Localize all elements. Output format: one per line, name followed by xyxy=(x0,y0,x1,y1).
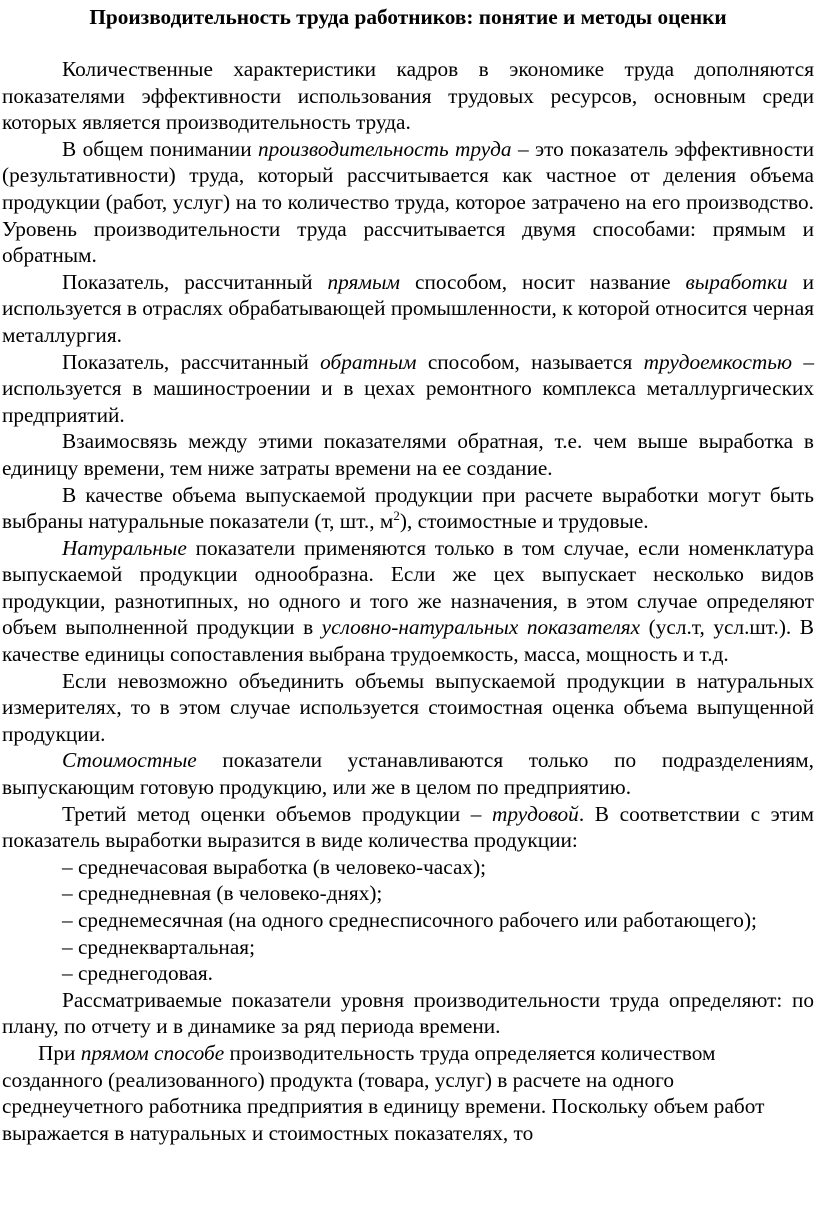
list-item: – среднегодовая. xyxy=(62,961,214,986)
text-span: Показатель, рассчитанный xyxy=(62,349,321,374)
paragraph-6 xyxy=(2,482,814,535)
paragraph-2 xyxy=(2,136,814,269)
paragraph-4 xyxy=(2,349,814,429)
italic-term: обратным xyxy=(320,349,417,374)
italic-term: прямом способе xyxy=(80,1040,225,1065)
italic-term: Стоимостные xyxy=(62,748,197,773)
text-span: – используется в машиностроении и в цехах ремонтного комплекса металлургических предприятий. xyxy=(2,349,814,427)
paragraph-12 xyxy=(2,1040,814,1146)
text-span: В качестве объема выпускаемой продукции при расчете выработки могут быть выбраны натуральные показатели (т, шт., м xyxy=(2,482,814,534)
text-span: (усл.т, усл.шт.). В качестве единицы сопоставления выбрана трудоемкость, масса, мощность и т.д. xyxy=(2,615,814,667)
italic-term: производительность труда xyxy=(257,136,512,161)
text-span: способом, носит название xyxy=(400,269,686,294)
text-span: производительность труда определяется количеством созданного (реализованного) продукта (товара, услуг) в расчете на одного среднеучетного работника предприятия в единицу времени. Поскольку объем работ выражается в натуральных и стоимостных показателях, то xyxy=(2,1040,765,1145)
paragraph-7 xyxy=(2,535,814,668)
list-item: – среднемесячная (на одного среднесписочного рабочего или работающего); xyxy=(62,908,757,932)
text-span: показатели применяются только в том случае, если номенклатура выпускаемой продукции однообразна. Если же цех выпускает несколько видов продукции, разнотипных, но одного и того же назначения, в этом случае определяют объем выполненной продукции в xyxy=(2,535,814,640)
text-span: . В соответствии с этим показатель выработки выразится в виде количества продукции: xyxy=(2,801,814,853)
list-item: – среднечасовая выработка (в человеко-часах); xyxy=(62,854,487,879)
list-item: – среднедневная (в человеко-днях); xyxy=(62,881,383,906)
list-item: – среднеквартальная; xyxy=(62,934,255,959)
italic-term: трудоемкостью xyxy=(643,349,792,374)
text-span: Показатель, рассчитанный xyxy=(62,269,328,294)
document-title: Производительность труда работников: понятие и методы оценки xyxy=(89,5,727,29)
italic-term: Натуральные xyxy=(62,535,187,560)
superscript: 2 xyxy=(393,508,400,524)
text-span: и используется в отраслях обрабатывающей промышленности, к которой относится черная металлургия. xyxy=(2,269,815,347)
paragraph-8: Если невозможно объединить объемы выпускаемой продукции в натуральных измерителях, то в этом случае используется стоимостная оценка объема выпущенной продукции. xyxy=(2,668,814,746)
text-span: ), стоимостные и трудовые. xyxy=(399,509,649,534)
paragraph-1: Количественные характеристики кадров в экономике труда дополняются показателями эффективности использования трудовых ресурсов, основным среди которых является производительность труда. xyxy=(2,57,814,135)
text-span: В общем понимании xyxy=(62,136,258,161)
italic-term: прямым xyxy=(327,269,401,294)
text-span: способом, называется xyxy=(416,349,644,374)
italic-term: выработки xyxy=(685,269,788,294)
paragraph-9 xyxy=(2,747,814,800)
text-span: – это показатель эффективности (результативности) труда, который рассчитывается как частное от деления объема продукции (работ, услуг) на то количество труда, которое затрачено на его производство. Уровень производительности труда рассчитывается двумя способами: прямым и обратным. xyxy=(2,136,815,268)
paragraph-3 xyxy=(2,269,814,349)
paragraph-5: Взаимосвязь между этими показателями обратная, т.е. чем выше выработка в единицу времени, тем ниже затраты времени на ее создание. xyxy=(2,429,814,480)
italic-term: трудовой xyxy=(492,801,579,826)
text-span: Третий метод оценки объемов продукции – xyxy=(62,801,492,826)
paragraph-11: Рассматриваемые показатели уровня производительности труда определяют: по плану, по отчету и в динамике за ряд периода времени. xyxy=(2,987,814,1039)
text-span: При xyxy=(38,1040,81,1065)
italic-term: условно-натуральных показателях xyxy=(321,615,641,640)
paragraph-10 xyxy=(2,801,814,854)
text-span: показатели устанавливаются только по подразделениям, выпускающим готовую продукцию, или же в целом по предприятию. xyxy=(2,748,814,800)
